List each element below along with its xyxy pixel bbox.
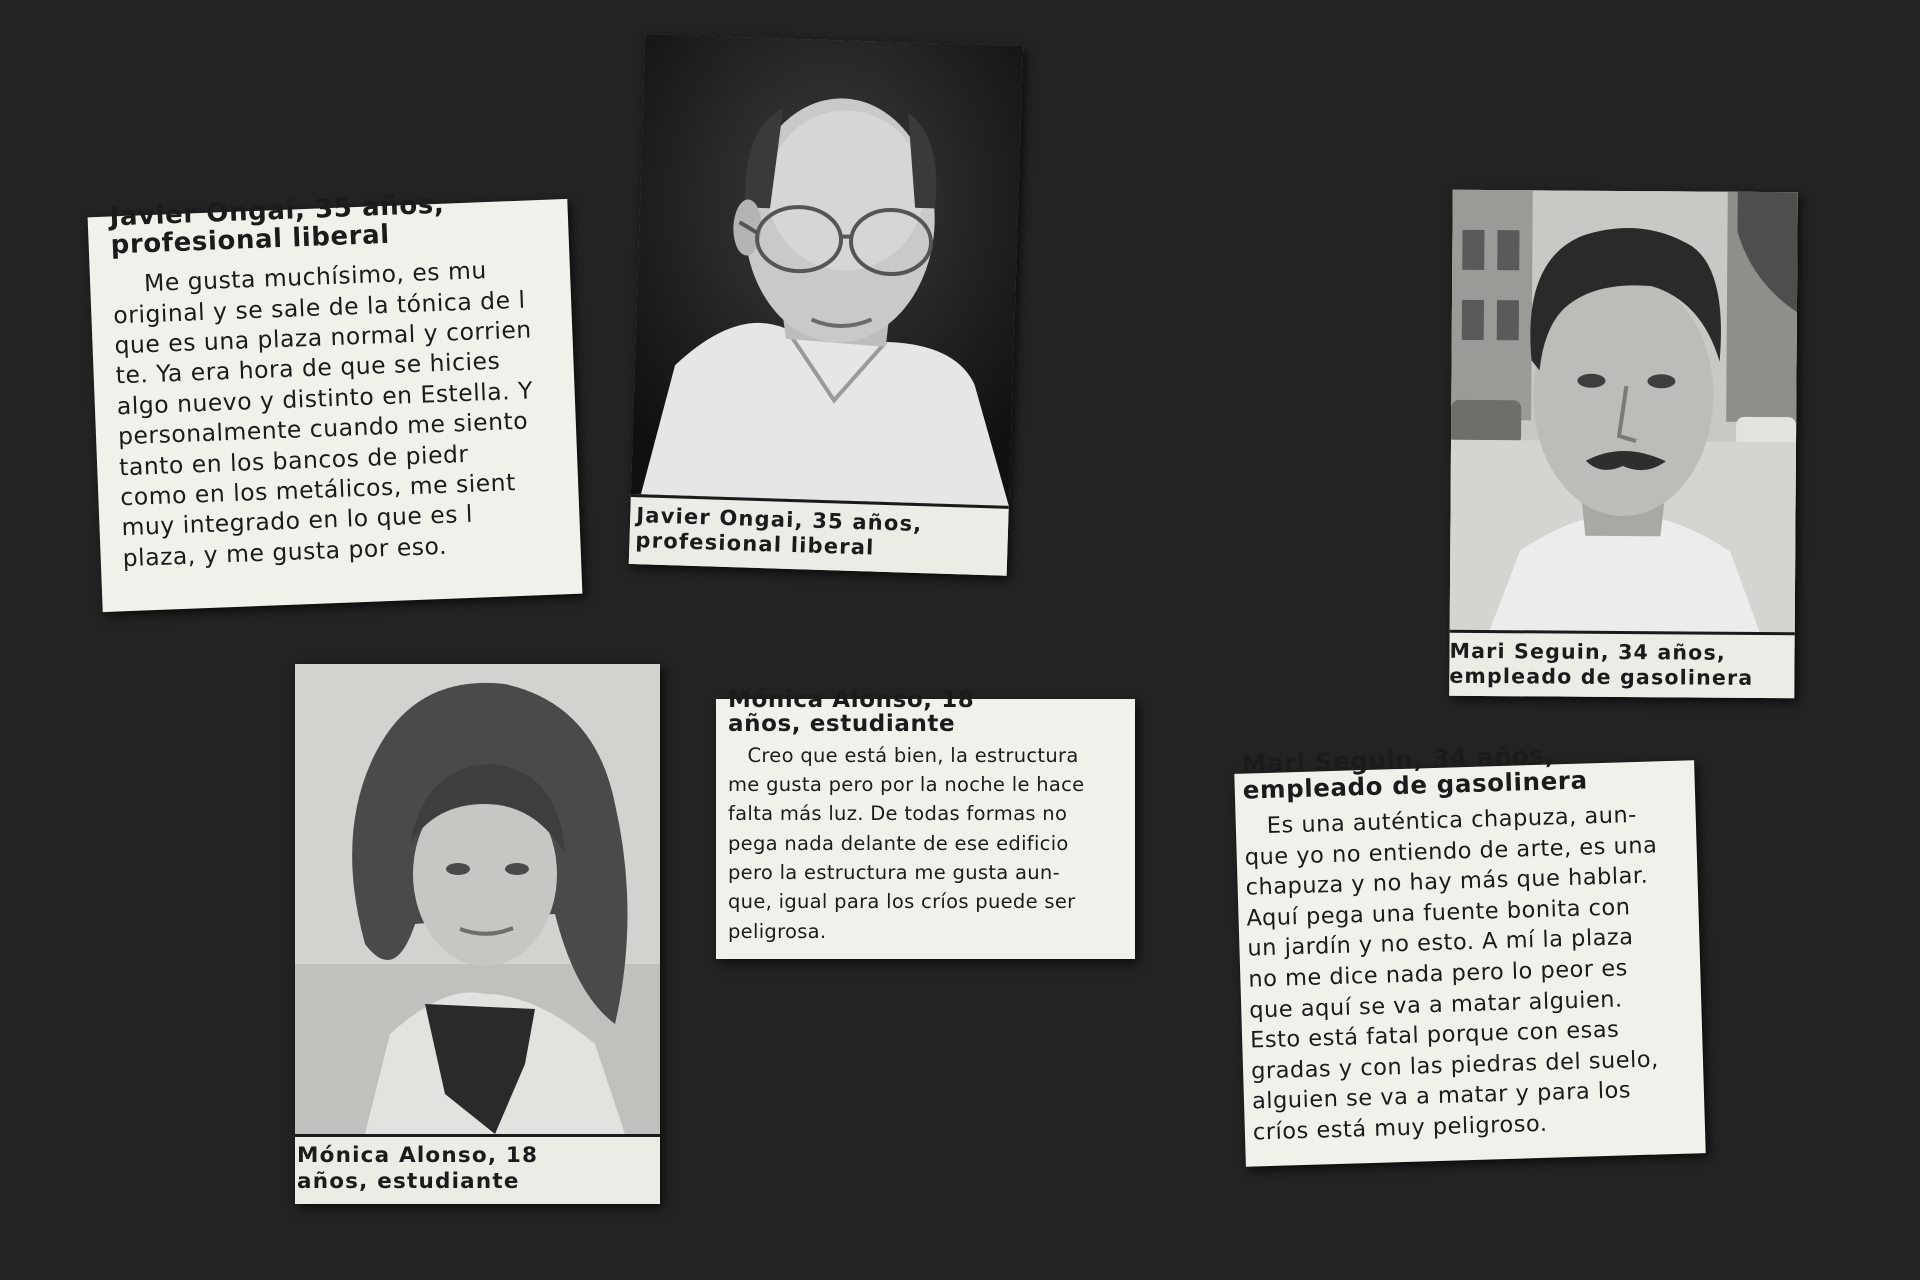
- monica-alonso-quote-heading: Mónica Alonso, 18 años, estudiante: [728, 687, 975, 738]
- monica-alonso-quote-clipping: [716, 687, 1135, 959]
- monica-alonso-quote-body: Creo que está bien, la estructura me gusta pero por la noche le hace falta más luz. De todas formas no pega nada delante de ese edificio pero la estructura me gusta aun- que, igual para los críos puede ser peligrosa.: [728, 743, 1085, 943]
- javier-ongai-photo-caption: Javier Ongai, 35 años, profesional liberal: [629, 494, 1009, 576]
- portrait-woman-icon: [295, 664, 660, 1134]
- mari-seguin-photo-caption: Mari Seguin, 34 años, empleado de gasolinera: [1449, 630, 1794, 698]
- mari-seguin-quote-body: Es una auténtica chapuza, aun- que yo no entiendo de arte, es una chapuza y no hay más que hablar. Aquí pega una fuente bonita con un jardín y no esto. A mí la plaza no me dice nada pero lo peor es que aquí se va a matar alguien. Esto está fatal porque con esas gradas y con las piedras del suelo, alguien se va a matar y para los críos está muy peligroso.: [1243, 801, 1660, 1146]
- portrait-man-glasses-icon: [631, 34, 1023, 506]
- javier-ongai-photo-clipping: [629, 34, 1023, 576]
- javier-ongai-quote-clipping: [88, 189, 583, 612]
- mari-seguin-quote-clipping: [1234, 740, 1705, 1166]
- portrait-man-mustache-icon: [1450, 190, 1798, 632]
- javier-ongai-quote-body: Me gusta muchísimo, es mu original y se sale de la tónica de l que es una plaza normal y corrien te. Ya era hora de que se hicies algo nuevo y distinto en Estella. Y personalmente cuando me siento tanto en los bancos de piedr como en los metálicos, me sient muy integrado en lo que es l plaza, y me gusta por eso.: [111, 256, 534, 573]
- monica-alonso-photo-clipping: [295, 664, 660, 1204]
- mari-seguin-quote-heading: Mari Seguin, 34 años, empleado de gasolinera: [1241, 740, 1589, 805]
- monica-alonso-photo-caption: Mónica Alonso, 18 años, estudiante: [295, 1134, 660, 1204]
- mari-seguin-photo-clipping: [1449, 190, 1798, 698]
- javier-ongai-quote-heading: Javier Ongai, 35 años, profesional liberal: [109, 189, 445, 261]
